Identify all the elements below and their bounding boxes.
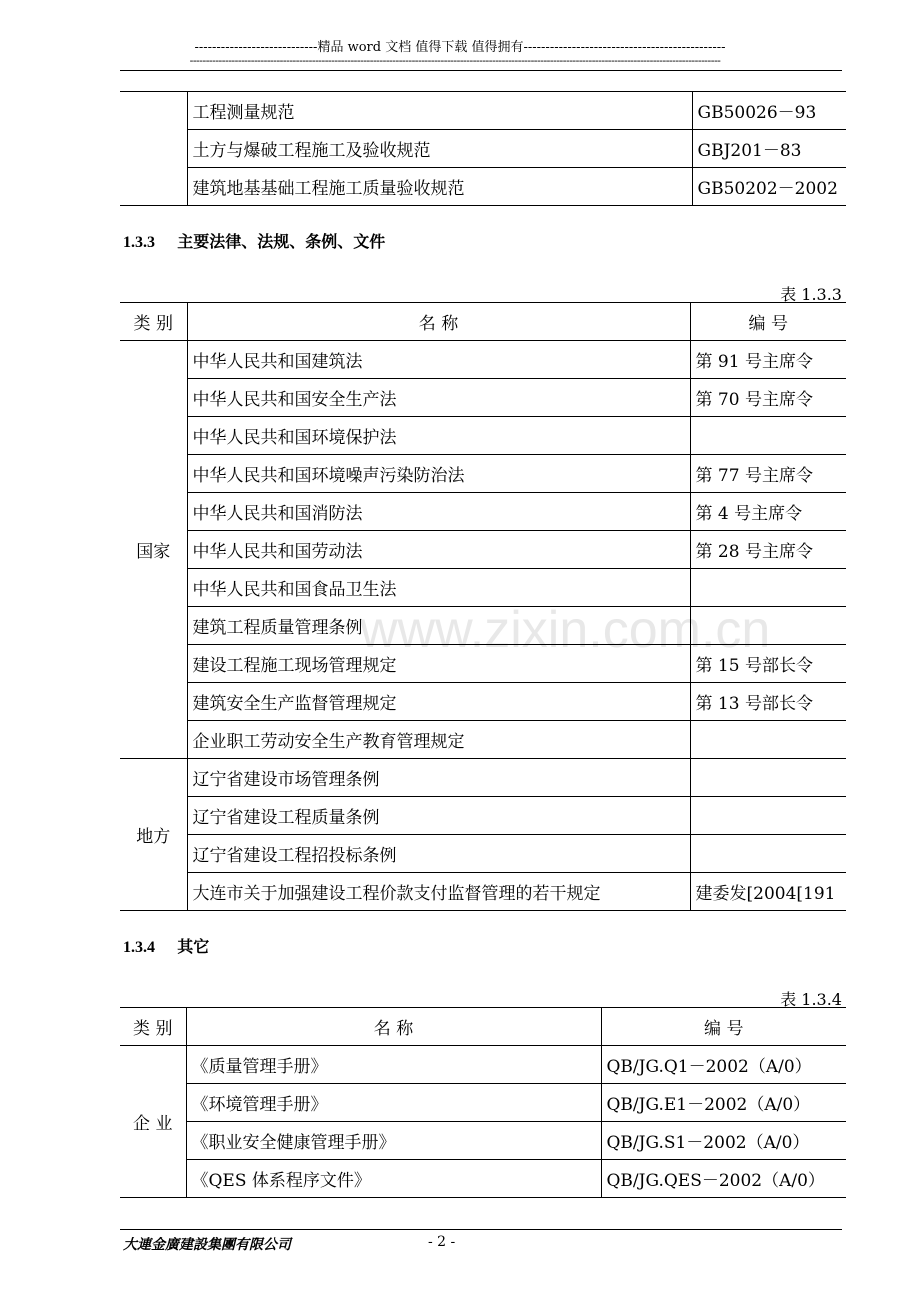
table-row (120, 1046, 846, 1084)
table-row (120, 835, 846, 873)
code-cell: QB/JG.Q1－2002（A/0） (601, 1046, 846, 1084)
header-rule (120, 70, 842, 71)
name-cell: 中华人民共和国劳动法 (187, 531, 690, 569)
table-row (120, 379, 846, 417)
code-cell: GBJ201－83 (692, 130, 846, 168)
code-cell (690, 569, 846, 607)
code-cell (690, 607, 846, 645)
name-cell: 大连市关于加强建设工程价款支付监督管理的若干规定 (187, 873, 690, 911)
table-row (120, 873, 846, 911)
laws-table (120, 302, 846, 911)
table-row (120, 1160, 846, 1198)
table-row (120, 455, 846, 493)
table-row (120, 683, 846, 721)
name-cell: 建筑安全生产监督管理规定 (187, 683, 690, 721)
category-cell (120, 92, 187, 206)
code-cell (690, 721, 846, 759)
table-header-row (120, 1008, 846, 1046)
table-caption-134: 表 1.3.4 (780, 990, 842, 1009)
code-cell: 第 28 号主席令 (690, 531, 846, 569)
name-cell: 土方与爆破工程施工及验收规范 (187, 130, 692, 168)
code-cell: GB50026－93 (692, 92, 846, 130)
header-name: 名 称 (187, 303, 690, 341)
name-cell: 建筑工程质量管理条例 (187, 607, 690, 645)
table-row (120, 92, 846, 130)
section-number: 1.3.4 (123, 939, 155, 956)
code-cell (690, 417, 846, 455)
table-row (120, 1084, 846, 1122)
footer-rule (120, 1229, 842, 1230)
table-row (120, 569, 846, 607)
name-cell: 中华人民共和国环境噪声污染防治法 (187, 455, 690, 493)
code-cell: 第 91 号主席令 (690, 341, 846, 379)
category-cell: 企 业 (120, 1046, 186, 1198)
section-number: 1.3.3 (123, 234, 155, 251)
header-name: 名 称 (186, 1008, 601, 1046)
section-heading-134 (123, 934, 209, 957)
name-cell: 建设工程施工现场管理规定 (187, 645, 690, 683)
top-table (120, 91, 846, 206)
name-cell: 中华人民共和国消防法 (187, 493, 690, 531)
name-cell: 建筑地基基础工程施工质量验收规范 (187, 168, 692, 206)
code-cell: 第 15 号部长令 (690, 645, 846, 683)
watermark: www.zixin.com.cn (360, 601, 771, 659)
name-cell: 中华人民共和国安全生产法 (187, 379, 690, 417)
name-cell: 企业职工劳动安全生产教育管理规定 (187, 721, 690, 759)
name-cell: 辽宁省建设市场管理条例 (187, 759, 690, 797)
name-cell: 辽宁省建设工程招投标条例 (187, 835, 690, 873)
table-row (120, 607, 846, 645)
footer-company: 大連金廣建設集團有限公司 (123, 1237, 291, 1253)
name-cell: 中华人民共和国食品卫生法 (187, 569, 690, 607)
table-row (120, 417, 846, 455)
other-docs-table (120, 1007, 846, 1198)
table-row (120, 759, 846, 797)
table-row (120, 797, 846, 835)
section-title: 主要法律、法规、条例、文件 (177, 232, 386, 251)
code-cell: 第 13 号部长令 (690, 683, 846, 721)
table-header-row (120, 303, 846, 341)
code-cell (690, 797, 846, 835)
footer-page-number: - 2 - (428, 1234, 456, 1250)
header-category: 类 别 (120, 303, 187, 341)
table-row (120, 645, 846, 683)
code-cell: QB/JG.E1－2002（A/0） (601, 1084, 846, 1122)
name-cell: 《环境管理手册》 (186, 1084, 601, 1122)
code-cell: 建委发[2004[191 (690, 873, 846, 911)
table-row (120, 168, 846, 206)
section-heading-133 (123, 229, 385, 252)
category-cell: 地方 (120, 759, 187, 911)
table-row (120, 493, 846, 531)
name-cell: 中华人民共和国环境保护法 (187, 417, 690, 455)
header-category: 类 别 (120, 1008, 186, 1046)
code-cell: 第 70 号主席令 (690, 379, 846, 417)
name-cell: 《职业安全健康管理手册》 (186, 1122, 601, 1160)
table-row (120, 721, 846, 759)
header-line-2: --------------------------------------------------------------------------------------------------------------------------------------------------------------------- (189, 54, 721, 67)
table-row (120, 341, 846, 379)
code-cell (690, 835, 846, 873)
table-row (120, 531, 846, 569)
header-code: 编 号 (601, 1008, 846, 1046)
code-cell: QB/JG.S1－2002（A/0） (601, 1122, 846, 1160)
header-line-1: ----------------------------精品 word 文档 值得下载 值得拥有---------------------------------------------- (194, 40, 726, 55)
table-caption-133: 表 1.3.3 (780, 285, 842, 304)
code-cell: 第 4 号主席令 (690, 493, 846, 531)
name-cell: 中华人民共和国建筑法 (187, 341, 690, 379)
table-row (120, 1122, 846, 1160)
name-cell: 辽宁省建设工程质量条例 (187, 797, 690, 835)
section-title: 其它 (177, 937, 210, 956)
code-cell (690, 759, 846, 797)
category-cell: 国家 (120, 341, 187, 759)
code-cell: 第 77 号主席令 (690, 455, 846, 493)
table-row (120, 130, 846, 168)
code-cell: QB/JG.QES－2002（A/0） (601, 1160, 846, 1198)
code-cell: GB50202－2002 (692, 168, 846, 206)
name-cell: 《QES 体系程序文件》 (186, 1160, 601, 1198)
header-code: 编 号 (690, 303, 846, 341)
name-cell: 《质量管理手册》 (186, 1046, 601, 1084)
name-cell: 工程测量规范 (187, 92, 692, 130)
